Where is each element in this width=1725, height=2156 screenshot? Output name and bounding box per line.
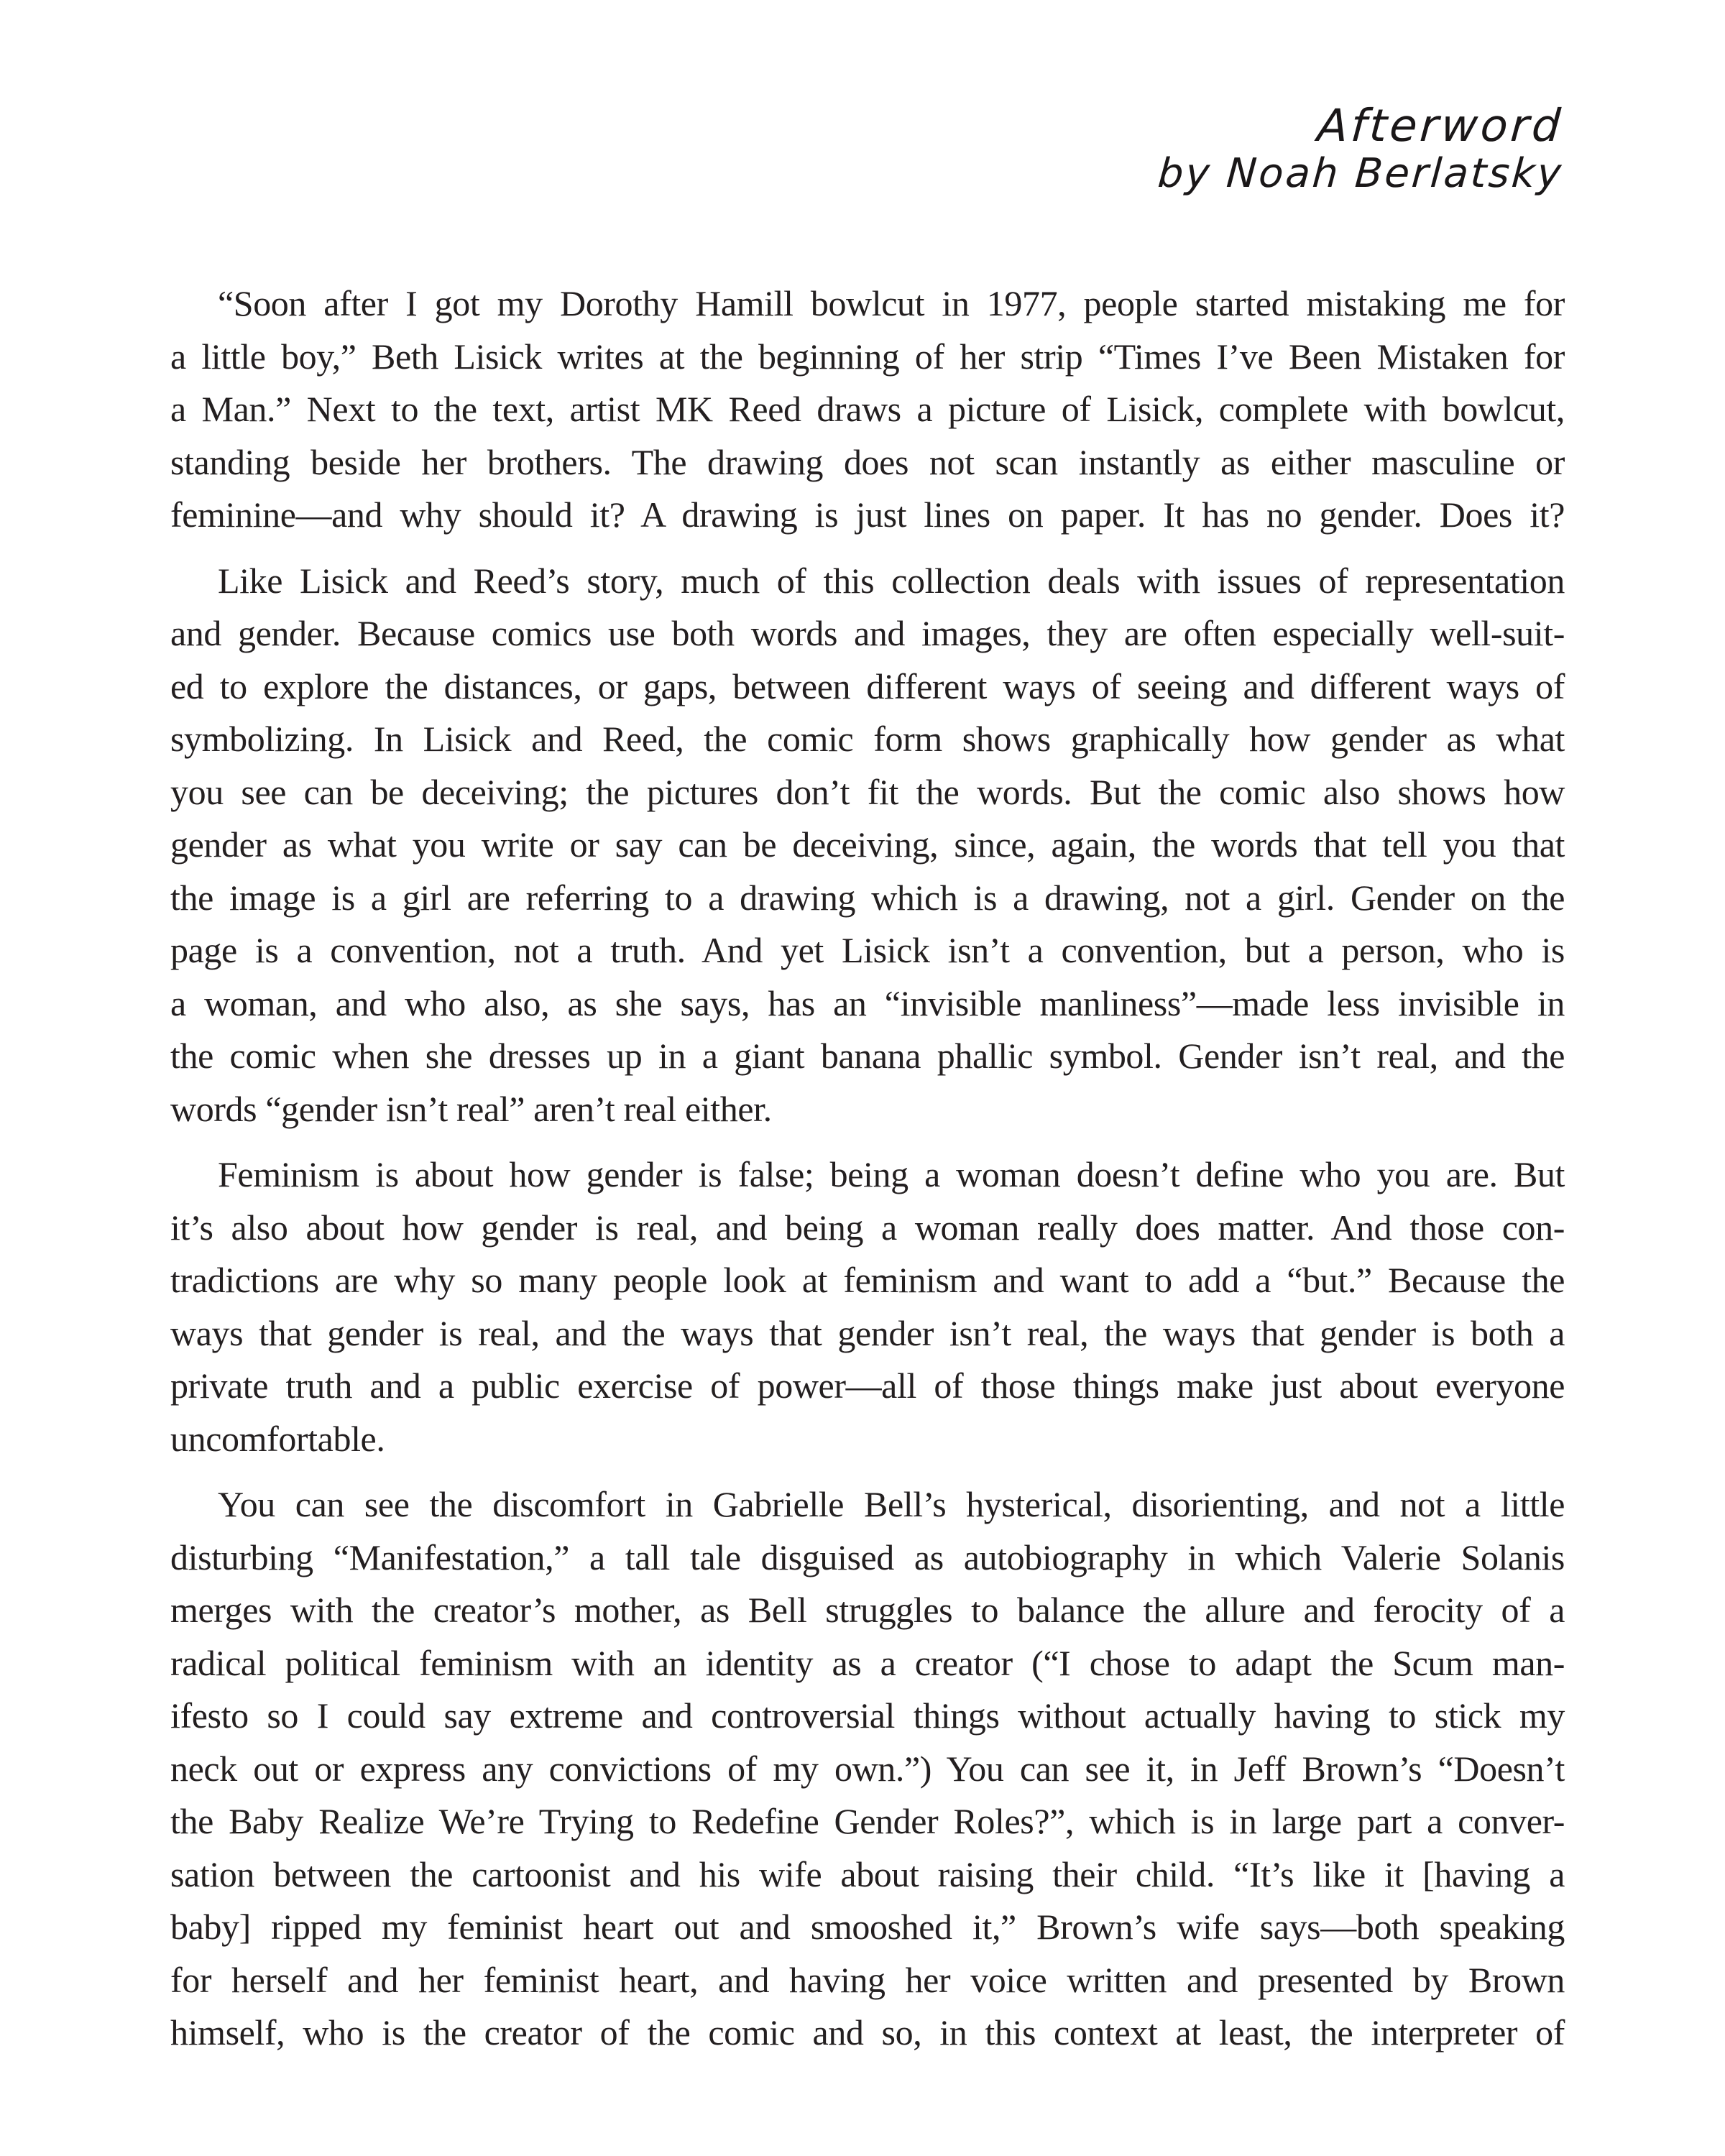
text-line: page is a convention, not a truth. And yet Lisick isn’t a convention, but a person, who is bbox=[170, 930, 1565, 970]
paragraph bbox=[170, 1148, 1565, 1465]
text-line: merges with the creator’s mother, as Bell struggles to balance the allure and ferocity of a bbox=[170, 1590, 1565, 1630]
chapter-heading bbox=[1158, 101, 1563, 197]
text-line: You can see the discomfort in Gabrielle Bell’s hysterical, disorienting, and not a little bbox=[218, 1484, 1565, 1524]
paragraph bbox=[170, 277, 1565, 542]
text-line: gender as what you write or say can be deceiving, since, again, the words that tell you that bbox=[170, 824, 1565, 865]
text-line: and gender. Because comics use both words and images, they are often especially well-suit- bbox=[170, 613, 1565, 653]
text-line: a Man.” Next to the text, artist MK Reed draws a picture of Lisick, complete with bowlcut, bbox=[170, 389, 1565, 429]
paragraph bbox=[170, 555, 1565, 1136]
text-line: radical political feminism with an identity as a creator (“I chose to adapt the Scum man- bbox=[170, 1642, 1565, 1683]
text-line: uncomfortable. bbox=[170, 1418, 385, 1459]
text-line: a little boy,” Beth Lisick writes at the beginning of her strip “Times I’ve Been Mistaken for bbox=[170, 336, 1565, 377]
text-line: sation between the cartoonist and his wife about raising their child. “It’s like it [having a bbox=[170, 1853, 1565, 1894]
text-line: you see can be deceiving; the pictures don’t fit the words. But the comic also shows how bbox=[170, 771, 1565, 812]
text-line: standing beside her brothers. The drawing does not scan instantly as either masculine or bbox=[170, 441, 1565, 482]
text-line: himself, who is the creator of the comic and so, in this context at least, the interpreter of bbox=[170, 2012, 1565, 2053]
text-line: the image is a girl are referring to a drawing which is a drawing, not a girl. Gender on the bbox=[170, 877, 1565, 918]
chapter-title: Afterword bbox=[1315, 99, 1565, 152]
text-line: it’s also about how gender is real, and being a woman really does matter. And those con- bbox=[170, 1207, 1565, 1248]
text-line: ed to explore the distances, or gaps, between different ways of seeing and different ways of bbox=[170, 665, 1565, 706]
text-line: symbolizing. In Lisick and Reed, the comic form shows graphically how gender as what bbox=[170, 719, 1565, 759]
text-line: baby] ripped my feminist heart out and smooshed it,” Brown’s wife says—both speaking bbox=[170, 1907, 1565, 1947]
text-line: for herself and her feminist heart, and having her voice written and presented by Brown bbox=[170, 1959, 1565, 2000]
text-line: feminine—and why should it? A drawing is just lines on paper. It has no gender. Does it? bbox=[170, 494, 1565, 535]
paragraph bbox=[170, 1478, 1565, 2060]
text-line: ways that gender is real, and the ways that gender isn’t real, the ways that gender is both a bbox=[170, 1312, 1565, 1353]
author-byline: by Noah Berlatsky bbox=[1156, 150, 1565, 197]
text-line: the comic when she dresses up in a giant banana phallic symbol. Gender isn’t real, and the bbox=[170, 1036, 1565, 1076]
text-line: a woman, and who also, as she says, has an “invisible manliness”—made less invisible in bbox=[170, 982, 1565, 1023]
text-line: words “gender isn’t real” aren’t real either. bbox=[170, 1088, 772, 1129]
text-line: private truth and a public exercise of power—all of those things make just about everyone bbox=[170, 1365, 1565, 1406]
text-line: the Baby Realize We’re Trying to Redefine Gender Roles?”, which is in large part a conver- bbox=[170, 1801, 1565, 1841]
text-line: Feminism is about how gender is false; being a woman doesn’t define who you are. But bbox=[218, 1154, 1565, 1194]
text-line: ifesto so I could say extreme and controversial things without actually having to stick my bbox=[170, 1695, 1565, 1736]
text-line: Like Lisick and Reed’s story, much of this collection deals with issues of representation bbox=[218, 560, 1565, 601]
text-line: disturbing “Manifestation,” a tall tale disguised as autobiography in which Valerie Solanis bbox=[170, 1537, 1565, 1577]
afterword-body bbox=[170, 277, 1565, 2073]
text-line: “Soon after I got my Dorothy Hamill bowlcut in 1977, people started mistaking me for bbox=[218, 283, 1565, 323]
text-line: neck out or express any convictions of my own.”) You can see it, in Jeff Brown’s “Doesn’t bbox=[170, 1748, 1565, 1789]
text-line: tradictions are why so many people look at feminism and want to add a “but.” Because the bbox=[170, 1260, 1565, 1300]
